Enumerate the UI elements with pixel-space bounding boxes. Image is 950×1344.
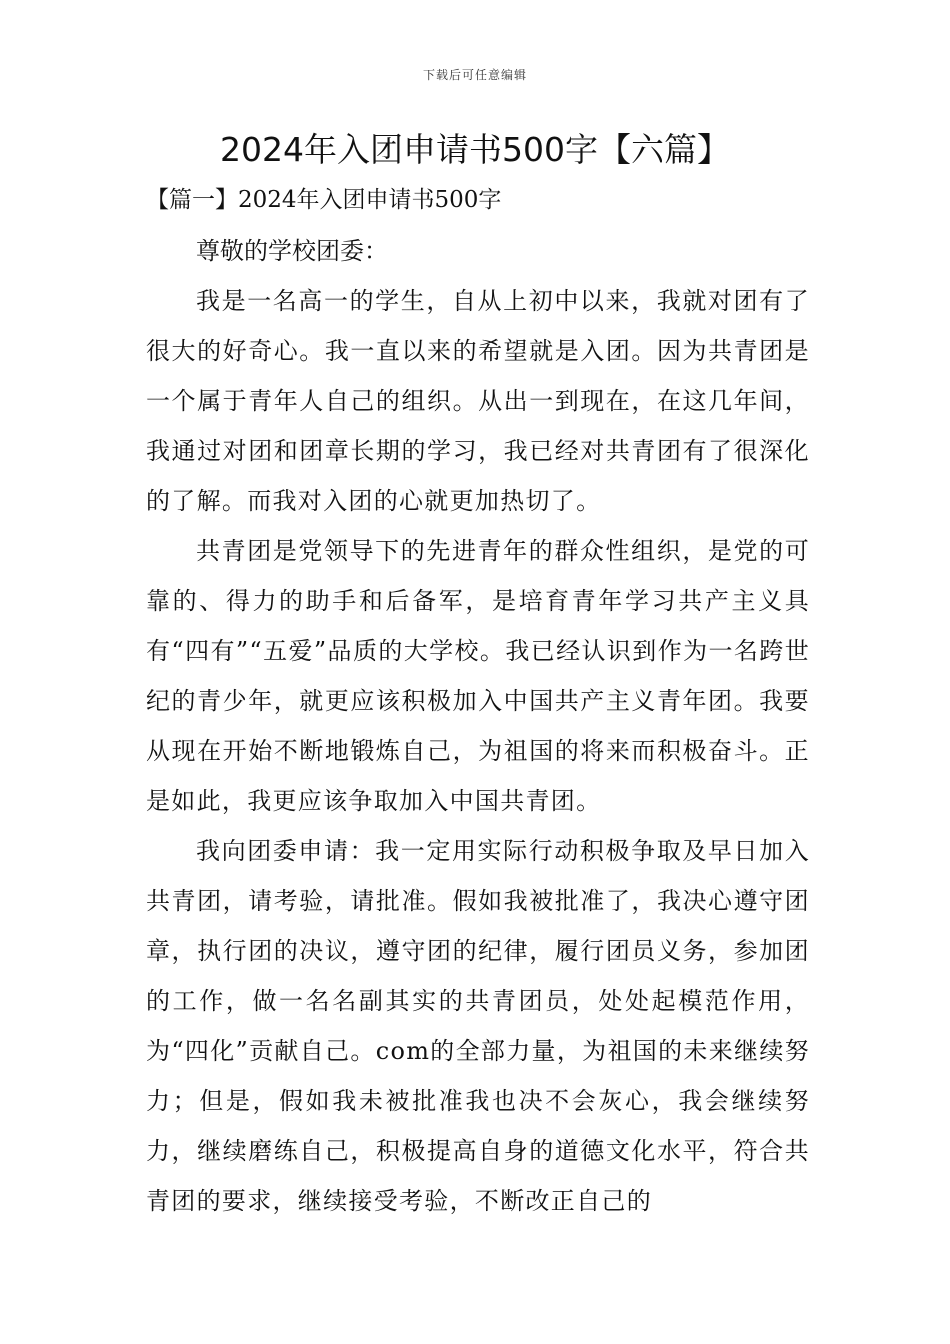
header-note: 下载后可任意编辑 — [422, 68, 527, 82]
salutation: 尊敬的学校团委： — [196, 237, 388, 265]
paragraph-2: 共青团是党领导下的先进青年的群众性组织，是党的可靠的、得力的助手和后备军，是培育青年学习共产主义具有“四有”“五爱”品质的大学校。我已经认识到作为一名跨世纪的青少年，就更应该积极加入中国共产主义青年团。我要从现在开始不断地锻炼自己，为祖国的将来而积极奋斗。正是如此，我更应该争取加入中国共青团。 — [146, 537, 810, 815]
paragraph-3: 我向团委申请：我一定用实际行动积极争取及早日加入共青团，请考验，请批准。假如我被批准了，我决心遵守团章，执行团的决议，遵守团的纪律，履行团员义务，参加团的工作，做一名名副其实的共青团员，处处起模范作用，为“四化”贡献自己。com的全部力量，为祖国的未来继续努力；但是，假如我未被批准我也决不会灰心，我会继续努力，继续磨练自己，积极提高自身的道德文化水平，符合共青团的要求，继续接受考验，不断改正自己的 — [146, 837, 810, 1215]
document-body — [146, 226, 810, 1226]
section-heading: 【篇一】2024年入团申请书500字 — [146, 187, 502, 213]
document-title: 2024年入团申请书500字【六篇】 — [220, 130, 730, 169]
paragraph-1: 我是一名高一的学生，自从上初中以来，我就对团有了很大的好奇心。我一直以来的希望就是入团。因为共青团是一个属于青年人自己的组织。从出一到现在，在这几年间，我通过对团和团章长期的学习，我已经对共青团有了很深化的了解。而我对入团的心就更加热切了。 — [146, 287, 810, 515]
